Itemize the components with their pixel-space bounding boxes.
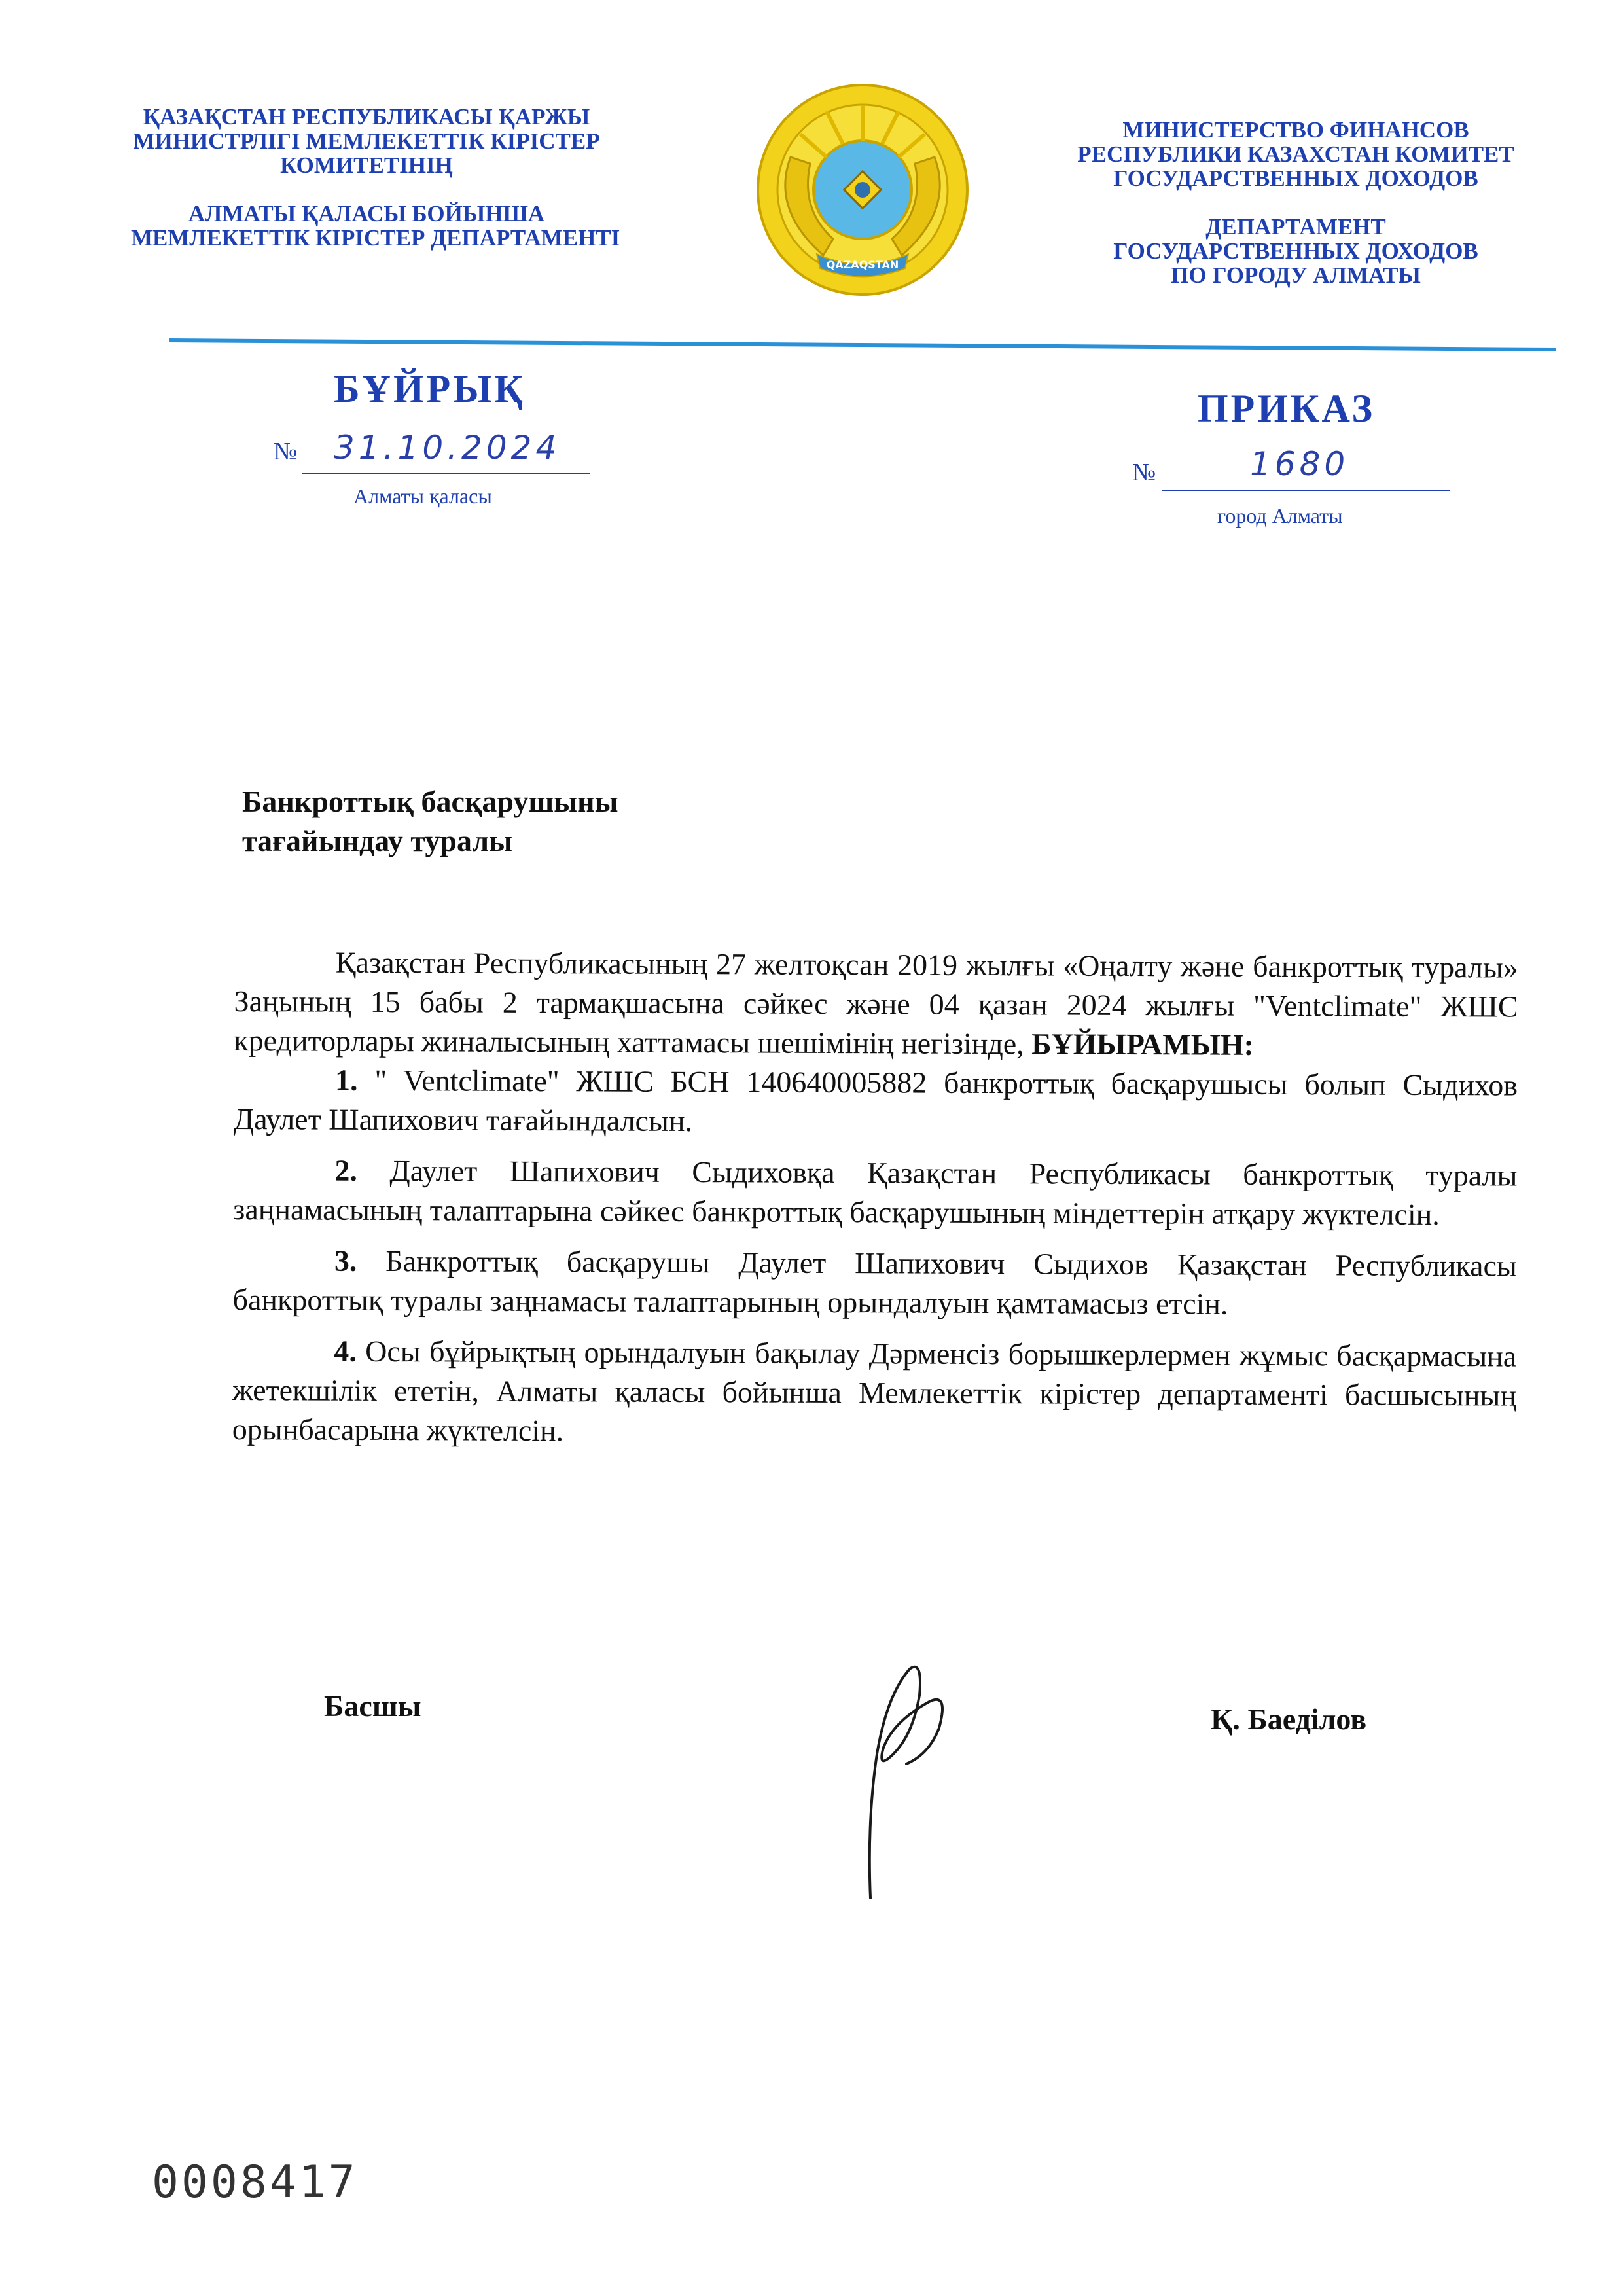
decree-word: БҰЙЫРАМЫН: xyxy=(1031,1027,1255,1062)
item-number: 2. xyxy=(334,1153,358,1187)
order-number-sign-ru: № xyxy=(1132,459,1156,486)
order-subject xyxy=(242,782,618,861)
item-number: 3. xyxy=(334,1244,357,1278)
item-number: 1. xyxy=(334,1063,358,1097)
item-text: Банкроттық басқарушы Даулет Шапихович Сыдихов Қазақстан Республикасы банкроттық туралы заңнамасы талаптарының орындалуын қамтамасыз етсін. xyxy=(232,1244,1517,1321)
order-title-ru: ПРИКАЗ xyxy=(1198,387,1376,430)
preamble-paragraph xyxy=(234,942,1518,1066)
header-left xyxy=(131,104,620,251)
header-right-line: ПО ГОРОДУ АЛМАТЫ xyxy=(1171,262,1421,288)
state-emblem xyxy=(751,79,974,301)
order-place-ru: город Алматы xyxy=(1217,504,1343,528)
order-place-kz: Алматы қаласы xyxy=(353,484,492,508)
order-item xyxy=(232,1331,1517,1455)
header-right-line: ГОСУДАРСТВЕННЫХ ДОХОДОВ xyxy=(1113,166,1478,191)
header-left-line: МЕМЛЕКЕТТІК КІРІСТЕР ДЕПАРТАМЕНТІ xyxy=(131,225,620,251)
header-right-spacer xyxy=(1054,190,1538,215)
header-left-spacer xyxy=(131,177,602,202)
emblem-label: QAZAQSTAN xyxy=(826,259,899,271)
document-serial-number: 0008417 xyxy=(152,2157,358,2208)
header-left-line: АЛМАТЫ ҚАЛАСЫ БОЙЫНША xyxy=(188,201,545,226)
handwritten-signature xyxy=(831,1656,1001,1905)
signature-icon xyxy=(831,1656,1001,1905)
order-body xyxy=(232,942,1518,1455)
subject-line: тағайындау туралы xyxy=(242,824,513,857)
preamble-text: Қазақстан Республикасының 27 желтоқсан 2019 жылғы «Оңалту және банкроттық туралы» Заңының 15 бабы 2 тармақшасына сәйкес және 04 қазан 2024 жылғы "Ventclimate" ЖШС кредиторлары жиналысының хаттамасы шешімінің негізінде, xyxy=(234,945,1518,1061)
header-left-line: КОМИТЕТІНІҢ xyxy=(280,152,453,178)
order-number-sign-kz: № xyxy=(274,438,298,465)
signatory-name: Қ. Баеділов xyxy=(1211,1702,1367,1736)
header-left-line: ҚАЗАҚСТАН РЕСПУБЛИКАСЫ ҚАРЖЫ xyxy=(143,104,590,130)
signatory-position: Басшы xyxy=(324,1689,421,1723)
order-number-line-kz xyxy=(302,473,590,474)
header-divider xyxy=(169,338,1556,351)
item-text: Осы бұйрықтың орындалуын бақылау Дәрменсіз борышкерлермен жұмыс басқармасына жетекшілік ететін, Алматы қаласы бойынша Мемлекеттік кірістер департаменті басшысының орынбасарына жүктелсін. xyxy=(232,1334,1517,1448)
item-text: Даулет Шапихович Сыдиховқа Қазақстан Республикасы банкроттық туралы заңнамасының талаптарына сәйкес банкроттық басқарушының міндеттерін атқару жүктелсін. xyxy=(233,1153,1518,1232)
header-right xyxy=(1054,118,1538,287)
subject-line: Банкроттық басқарушыны xyxy=(242,785,618,818)
header-right-line: МИНИСТЕРСТВО ФИНАНСОВ xyxy=(1122,117,1469,143)
order-number-line-ru xyxy=(1162,490,1450,491)
header-right-line: РЕСПУБЛИКИ КАЗАХСТАН КОМИТЕТ xyxy=(1077,141,1514,167)
header-left-line: МИНИСТРЛІГІ МЕМЛЕКЕТТІК КІРІСТЕР xyxy=(133,128,600,154)
item-number: 4. xyxy=(334,1334,357,1368)
order-item xyxy=(234,1060,1518,1145)
emblem-icon xyxy=(751,79,974,301)
order-date-handwritten: 31.10.2024 xyxy=(334,429,561,467)
header-right-line: ГОСУДАРСТВЕННЫХ ДОХОДОВ xyxy=(1113,238,1478,264)
order-title-kz: БҰЙРЫҚ xyxy=(334,367,526,410)
item-text: " Ventclimate" ЖШС БСН 140640005882 банкроттық басқарушысы болып Сыдихов Даулет Шапихович тағайындалсын. xyxy=(233,1063,1518,1138)
order-item xyxy=(232,1241,1517,1325)
order-item xyxy=(233,1151,1518,1235)
order-number-handwritten: 1680 xyxy=(1250,445,1349,483)
header-right-line: ДЕПАРТАМЕНТ xyxy=(1205,214,1386,240)
